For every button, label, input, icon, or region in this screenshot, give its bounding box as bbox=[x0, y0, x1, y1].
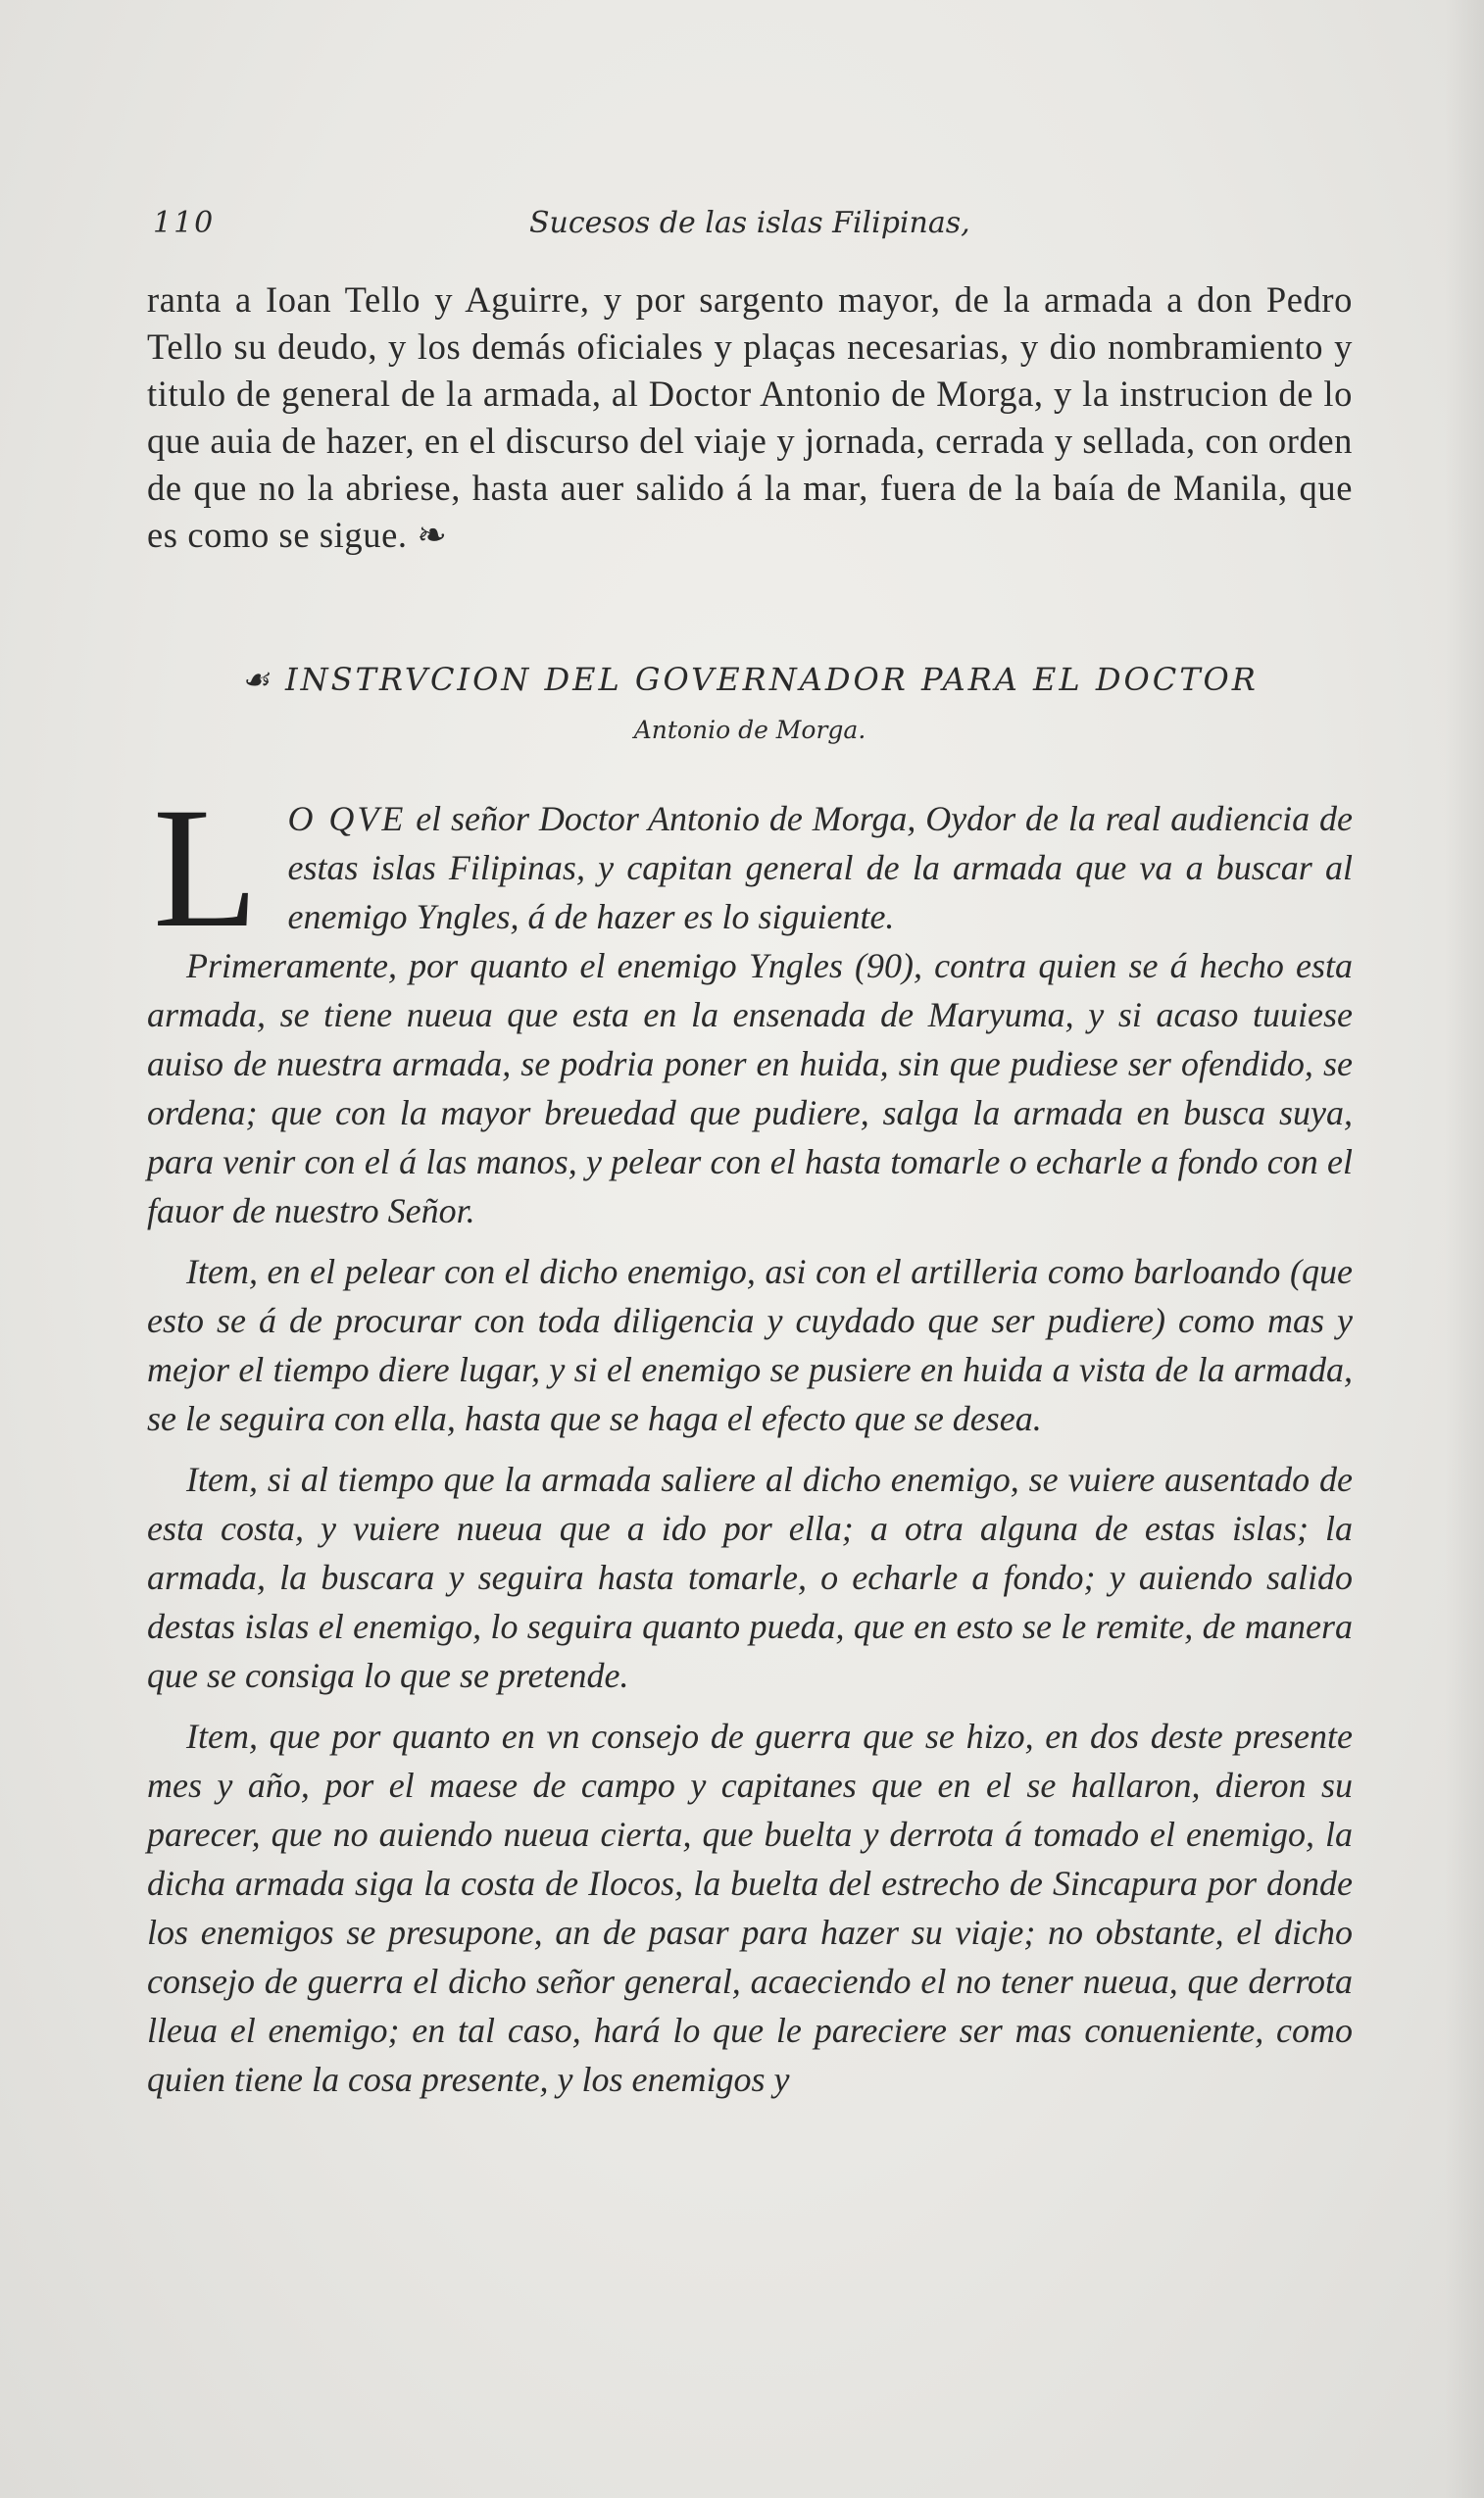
instruction-paragraph-4: Item, si al tiempo que la armada saliere al dicho enemigo, se vuiere ausentado de esta costa, y vuiere nueua que a ido por ella; a otra alguna de estas islas; la armada, la buscara y seguira hasta tomarle, o echarle a fondo; y auiendo salido destas islas el enemigo, lo seguira quanto pueda, que en esto se le remite, de manera que se consiga lo que se pretende. bbox=[147, 1460, 1353, 1695]
instruction-paragraph-5: Item, que por quanto en vn consejo de guerra que se hizo, en dos deste presente mes y año, por el maese de campo y capitanes que en el se hallaron, dieron su parecer, que no auiendo nueua cierta, que buelta y derrota á tomado el enemigo, la dicha armada siga la costa de Ilocos, la buelta del estrecho de Sincapura por donde los enemigos se presupone, an de pasar para hazer su viaje; no obstante, el dicho consejo de guerra el dicho señor general, acaeciendo el no tener nueua, que derrota lleua el enemigo; en tal caso, hará lo que le pareciere ser mas conueniente, como quien tiene la cosa presente, y los enemigos y bbox=[147, 1717, 1353, 2099]
instruction-paragraph-3: Item, en el pelear con el dicho enemigo, asi con el artilleria como barloando (que esto se á de procurar con toda diligencia y cuydado que ser pudiere) como mas y mejor el tiempo diere lugar, y si el enemigo se pusiere en huida a vista de la armada, se le seguira con ella, hasta que se haga el efecto que se desea. bbox=[147, 1252, 1353, 1438]
section-subheading: Antonio de Morga. bbox=[633, 716, 866, 744]
opening-paragraph: ranta a Ioan Tello y Aguirre, y por sargento mayor, de la armada a don Pedro Tello su deudo, y los demás oficiales y plaças necesarias, y dio nombramiento y titulo de general de la armada, al Doctor Antonio de Morga, y la instrucion de lo que auia de hazer, en el discurso del viaje y jornada, cerrada y sellada, con orden de que no la abriese, hasta auer salido á la mar, fuera de la baía de Manila, que es como se sigue. ❧ bbox=[147, 279, 1353, 555]
instruction-text bbox=[147, 773, 1353, 2104]
page-number: 110 bbox=[153, 206, 216, 240]
page-edge-shadow bbox=[1445, 0, 1484, 2498]
page-header bbox=[147, 206, 1353, 265]
instruction-paragraph-2: Primeramente, por quanto el enemigo Yngles (90), contra quien se á hecho esta armada, se tiene nueua que esta en la ensenada de Maryuma, y si acaso tuuiese auiso de nuestra armada, se podria poner en huida, sin que pudiese ser ofendido, se ordena; que con la mayor breuedad que pudiere, salga la armada en busca suya, para venir con el á las manos, y pelear con el hasta tomarle o echarle a fondo con el fauor de nuestro Señor. bbox=[147, 946, 1353, 1230]
lead-caps: O QVE bbox=[287, 799, 407, 838]
running-title: Sucesos de las islas Filipinas, bbox=[529, 206, 970, 240]
section-heading: ☙ INSTRVCION DEL GOVERNADOR PARA EL DOCTOR bbox=[241, 661, 1259, 698]
lead-text: el señor Doctor Antonio de Morga, Oydor de la real audiencia de estas islas Filipinas, y capitan general de la armada que va a buscar al enemigo Yngles, á de hazer es lo siguiente. bbox=[287, 799, 1353, 936]
drop-cap: L bbox=[153, 773, 259, 964]
instruction-paragraph-1 bbox=[147, 773, 1353, 964]
